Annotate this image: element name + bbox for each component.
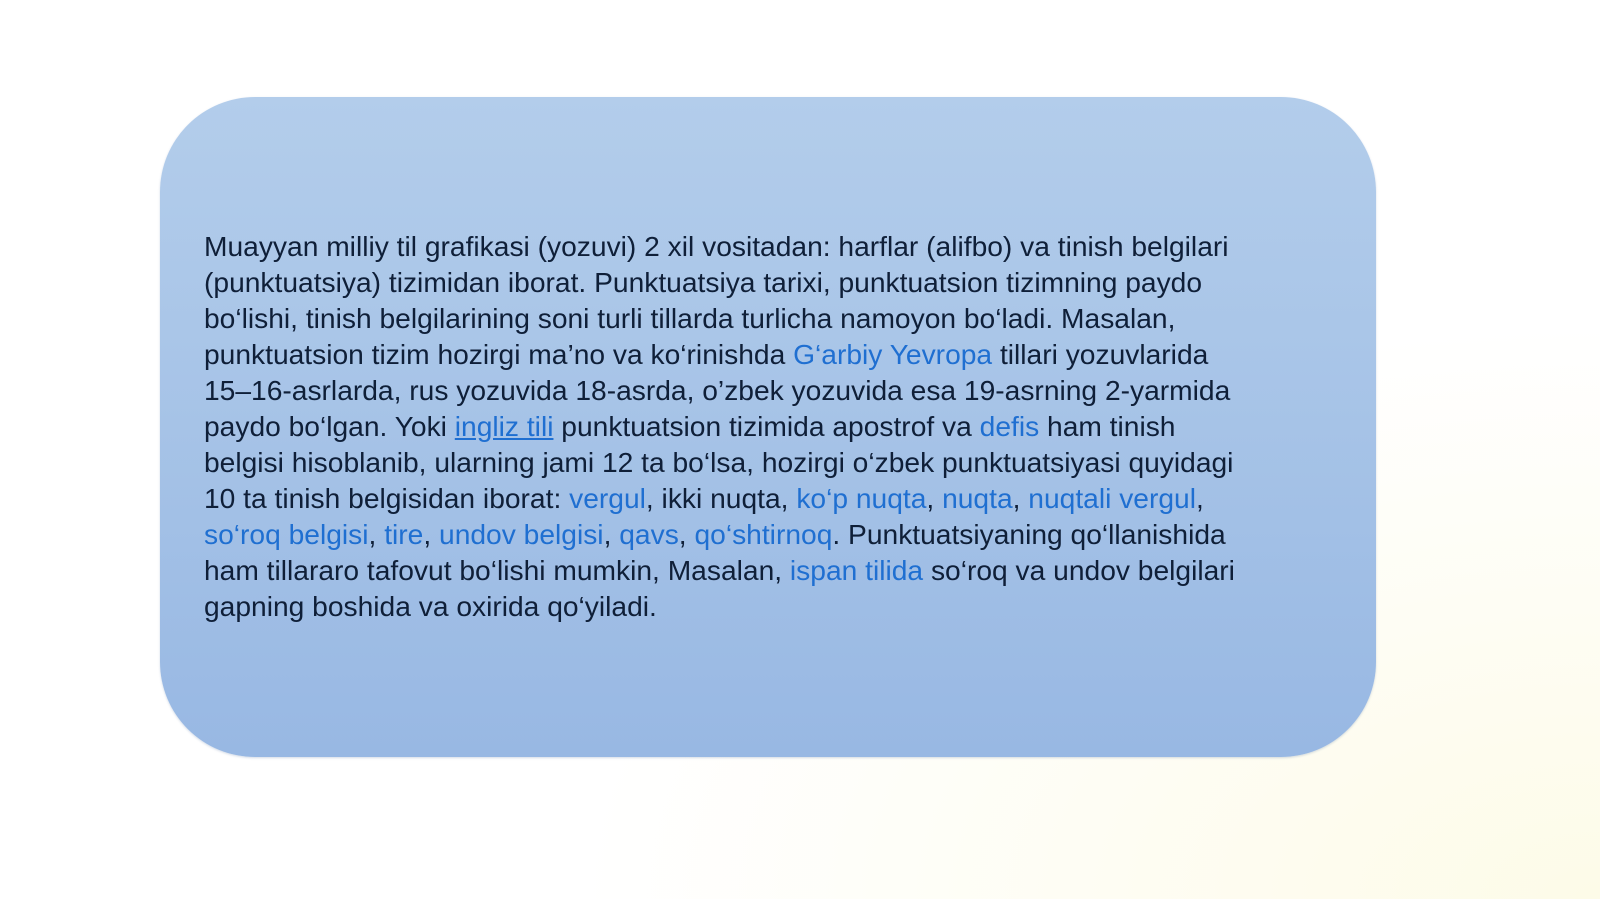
link-qoshtirnoq[interactable]: qo‘shtirnoq (694, 518, 833, 550)
line-9-sep-3: , (603, 518, 620, 550)
link-soroq-belgisi[interactable]: so‘roq belgisi (204, 518, 369, 550)
line-8-sep-2: , (926, 482, 943, 514)
link-vergul[interactable]: vergul (569, 482, 646, 514)
line-10-text-end: so‘roq va undov belgilari (923, 554, 1235, 586)
link-garbiy-yevropa[interactable]: G‘arbiy Yevropa (793, 338, 993, 370)
link-ingliz-tili[interactable]: ingliz tili (454, 410, 554, 442)
line-8-sep-3: , (1012, 482, 1029, 514)
line-9-text-end: . Punktuatsiyaning qo‘llanishida (832, 518, 1226, 550)
link-qavs[interactable]: qavs (619, 518, 679, 550)
link-tire[interactable]: tire (384, 518, 424, 550)
link-kop-nuqta[interactable]: ko‘p nuqta (796, 482, 927, 514)
body-paragraph (204, 228, 1314, 624)
line-5: 15–16-asrlarda, rus yozuvida 18-asrda, o’zbek yozuvida esa 19-asrning 2-yarmida (204, 374, 1231, 406)
line-4-text: punktuatsion tizim hozirgi ma’no va ko‘rinishda (204, 338, 794, 370)
link-nuqtali-vergul[interactable]: nuqtali vergul (1028, 482, 1196, 514)
link-ispan-tilida[interactable]: ispan tilida (789, 554, 924, 586)
line-6-text: paydo bo‘lgan. Yoki (204, 410, 455, 442)
link-defis[interactable]: defis (979, 410, 1040, 442)
line-3: bo‘lishi, tinish belgilarining soni turli tillarda turlicha namoyon bo‘ladi. Masalan, (204, 302, 1176, 334)
line-4-text-end: tillari yozuvlarida (992, 338, 1209, 370)
line-8-sep-1: , ikki nuqta, (645, 482, 797, 514)
line-7: belgisi hisoblanib, ularning jami 12 ta bo‘lsa, hozirgi o‘zbek punktuatsiyasi quyidagi (204, 446, 1234, 478)
line-9-sep-2: , (423, 518, 440, 550)
line-9-sep-1: , (368, 518, 385, 550)
line-2: (punktuatsiya) tizimidan iborat. Punktuatsiya tarixi, punktuatsion tizimning paydo (204, 266, 1203, 298)
line-9-sep-4: , (678, 518, 695, 550)
line-8-sep-4: , (1195, 482, 1204, 514)
line-8-text: 10 ta tinish belgisidan iborat: (204, 482, 570, 514)
line-6-text-end: ham tinish (1039, 410, 1176, 442)
line-1: Muayyan milliy til grafikasi (yozuvi) 2 xil vositadan: harflar (alifbo) va tinish belgilari (204, 230, 1229, 262)
line-11: gapning boshida va oxirida qo‘yiladi. (204, 590, 657, 622)
line-10-text: ham tillararo tafovut bo‘lishi mumkin, Masalan, (204, 554, 790, 586)
line-6-text-mid: punktuatsion tizimida apostrof va (553, 410, 980, 442)
link-nuqta[interactable]: nuqta (942, 482, 1013, 514)
link-undov-belgisi[interactable]: undov belgisi (439, 518, 604, 550)
